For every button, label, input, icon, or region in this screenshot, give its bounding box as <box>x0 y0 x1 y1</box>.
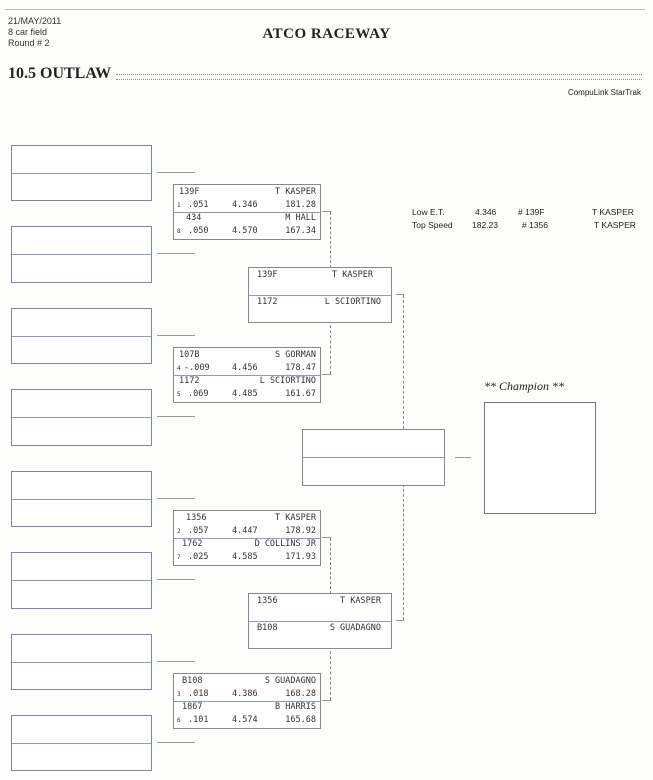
connector <box>455 457 471 458</box>
car-number: 434 <box>186 213 202 223</box>
champion-label: ** Champion ** <box>484 379 565 393</box>
matchup-divider <box>249 295 391 296</box>
driver-name: B HARRIS <box>275 702 316 712</box>
reaction-time: .050 <box>188 226 209 236</box>
speed-mph: 178.92 <box>285 526 316 536</box>
matchup-divider <box>249 621 391 622</box>
reaction-time: .025 <box>188 552 209 562</box>
final-match <box>302 429 445 486</box>
connector <box>330 646 331 700</box>
driver-name: M HALL <box>285 213 316 223</box>
r1-slot-5 <box>11 471 152 527</box>
lane-number: 4 <box>177 365 181 372</box>
elapsed-time: 4.570 <box>232 226 258 236</box>
car-number: 1356 <box>257 596 278 606</box>
reaction-time: .101 <box>188 715 209 725</box>
reaction-time: -.009 <box>184 363 210 373</box>
field-size: 8 car field <box>8 27 48 37</box>
speed-mph: 167.34 <box>285 226 316 236</box>
r1-slot-3 <box>11 308 152 364</box>
lane-number: 8 <box>177 228 181 235</box>
top-speed-value: 182.23 <box>472 220 498 230</box>
low-et-value: 4.346 <box>475 207 497 217</box>
connector <box>330 212 331 268</box>
r2-match-4 <box>173 673 321 729</box>
connector <box>157 579 195 580</box>
driver-name: S GUADAGNO <box>329 623 381 633</box>
top-rule <box>5 9 645 10</box>
car-number: 1356 <box>186 513 207 523</box>
top-speed-car: # 1356 <box>522 220 548 230</box>
top-speed-driver: T KASPER <box>594 220 636 230</box>
car-number: B108 <box>182 676 203 686</box>
r2-match-1 <box>173 184 321 240</box>
r2-match-3 <box>173 510 321 566</box>
connector <box>403 295 404 429</box>
connector <box>396 620 404 621</box>
lane-number: 5 <box>177 391 181 398</box>
r1-slot-4 <box>11 389 152 446</box>
driver-name: L SCIORTINO <box>324 297 381 307</box>
reaction-time: .051 <box>188 200 209 210</box>
driver-name: T KASPER <box>275 513 316 523</box>
low-et-car: # 139F <box>518 207 545 217</box>
round-number: Round # 2 <box>8 38 50 48</box>
r1-slot-2 <box>11 226 152 283</box>
software-name: CompuLink StarTrak <box>567 88 641 97</box>
connector <box>157 416 195 417</box>
elapsed-time: 4.574 <box>232 715 258 725</box>
lane-number: 3 <box>177 691 181 698</box>
r1-slot-6 <box>11 552 152 609</box>
car-number: 107B <box>179 350 200 360</box>
connector <box>157 661 195 662</box>
elapsed-time: 4.485 <box>232 389 258 399</box>
car-number: 1172 <box>179 376 200 386</box>
connector <box>403 484 404 620</box>
connector <box>322 374 331 375</box>
reaction-time: .069 <box>188 389 209 399</box>
event-date: 21/MAY/2011 <box>8 16 62 26</box>
connector <box>330 320 331 374</box>
champion-box <box>484 402 596 514</box>
elapsed-time: 4.585 <box>232 552 258 562</box>
car-number: B108 <box>257 623 278 633</box>
class-name: 10.5 OUTLAW <box>8 65 112 82</box>
speed-mph: 171.93 <box>285 552 316 562</box>
connector <box>322 700 331 701</box>
r3-match-1 <box>248 267 392 323</box>
connector <box>157 498 195 499</box>
speed-mph: 165.68 <box>285 715 316 725</box>
elapsed-time: 4.447 <box>232 526 258 536</box>
r3-match-2 <box>248 593 392 649</box>
r1-slot-8 <box>11 715 152 771</box>
r1-slot-7 <box>11 634 152 690</box>
driver-name: S GORMAN <box>275 350 316 360</box>
car-number: 1867 <box>182 702 203 712</box>
connector <box>157 253 195 254</box>
driver-name: T KASPER <box>332 270 373 280</box>
car-number: 139F <box>257 270 278 280</box>
matchup-divider <box>303 457 444 458</box>
elapsed-time: 4.346 <box>232 200 258 210</box>
car-number: 1762 <box>182 539 203 549</box>
r2-match-2 <box>173 347 321 403</box>
lane-number: 6 <box>177 717 181 724</box>
driver-name: T KASPER <box>275 187 316 197</box>
connector <box>157 335 195 336</box>
driver-name: S GUADAGNO <box>264 676 316 686</box>
low-et-label: Low E.T. <box>412 207 445 217</box>
top-speed-label: Top Speed <box>412 220 453 230</box>
driver-name: T KASPER <box>340 596 381 606</box>
speed-mph: 178.47 <box>285 363 316 373</box>
class-rule <box>116 74 642 80</box>
elapsed-time: 4.386 <box>232 689 258 699</box>
car-number: 1172 <box>257 297 278 307</box>
lane-number: 2 <box>177 528 181 535</box>
lane-number: 1 <box>177 202 181 209</box>
driver-name: L SCIORTINO <box>259 376 316 386</box>
driver-name: D COLLINS JR <box>254 539 316 549</box>
r1-slot-1 <box>11 145 152 201</box>
connector <box>157 742 195 743</box>
records-panel <box>412 207 637 231</box>
low-et-driver: T KASPER <box>592 207 634 217</box>
car-number: 139F <box>179 187 200 197</box>
speed-mph: 168.28 <box>285 689 316 699</box>
track-title: ATCO RACEWAY <box>262 26 391 42</box>
speed-mph: 181.28 <box>285 200 316 210</box>
reaction-time: .057 <box>188 526 209 536</box>
connector <box>330 538 331 594</box>
reaction-time: .018 <box>188 689 209 699</box>
connector <box>157 172 195 173</box>
speed-mph: 161.67 <box>285 389 316 399</box>
lane-number: 7 <box>177 554 181 561</box>
elapsed-time: 4.456 <box>232 363 258 373</box>
